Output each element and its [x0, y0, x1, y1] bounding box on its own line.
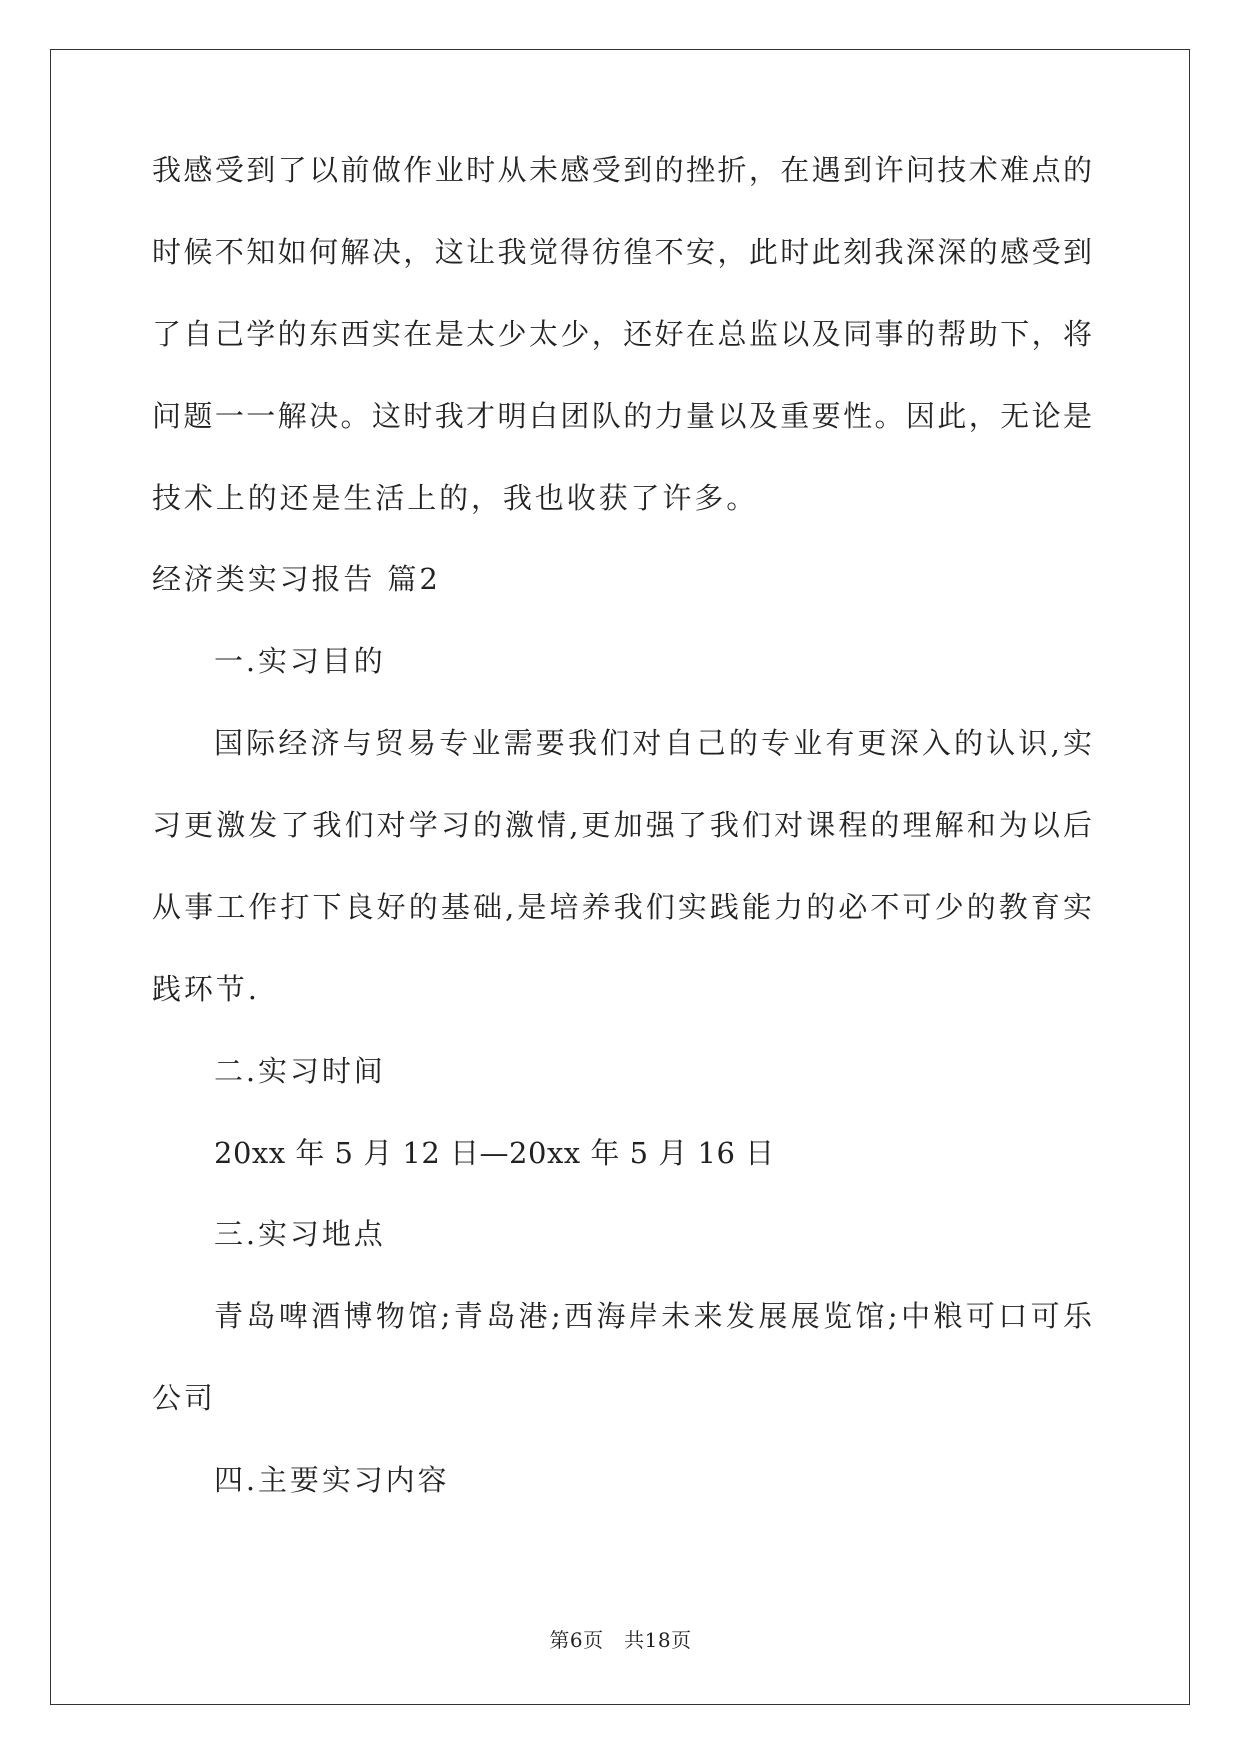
paragraph-line: 践环节.: [152, 972, 260, 1006]
page-number-footer: 第6页 共18页: [549, 1628, 692, 1652]
paragraph-line: 问题一一解决。这时我才明白团队的力量以及重要性。因此，无论是: [152, 399, 1092, 433]
paragraph-line: 时候不知如何解决，这让我觉得彷徨不安，此时此刻我深深的感受到: [152, 235, 1092, 269]
paragraph-line: 我感受到了以前做作业时从未感受到的挫折，在遇到许问技术难点的: [152, 153, 1092, 187]
paragraph-line: 技术上的还是生活上的，我也收获了许多。: [152, 481, 759, 515]
paragraph-line: 公司: [152, 1381, 216, 1415]
heading-location: 三.实习地点: [214, 1217, 386, 1251]
heading-time: 二.实习时间: [214, 1054, 386, 1088]
paragraph-line: 国际经济与贸易专业需要我们对自己的专业有更深入的认识,实: [214, 726, 1092, 760]
paragraph-line: 习更激发了我们对学习的激情,更加强了我们对课程的理解和为以后: [152, 808, 1092, 842]
section-title: 经济类实习报告 篇2: [152, 562, 441, 596]
heading-content: 四.主要实习内容: [214, 1463, 450, 1497]
paragraph-line: 了自己学的东西实在是太少太少，还好在总监以及同事的帮助下，将: [152, 317, 1092, 351]
paragraph-line: 从事工作打下良好的基础,是培养我们实践能力的必不可少的教育实: [152, 890, 1092, 924]
heading-purpose: 一.实习目的: [214, 644, 386, 678]
date-range: 20xx 年 5 月 12 日—20xx 年 5 月 16 日: [214, 1136, 775, 1170]
page-border: [50, 49, 1190, 1705]
paragraph-line: 青岛啤酒博物馆;青岛港;西海岸未来发展展览馆;中粮可口可乐: [214, 1299, 1092, 1333]
